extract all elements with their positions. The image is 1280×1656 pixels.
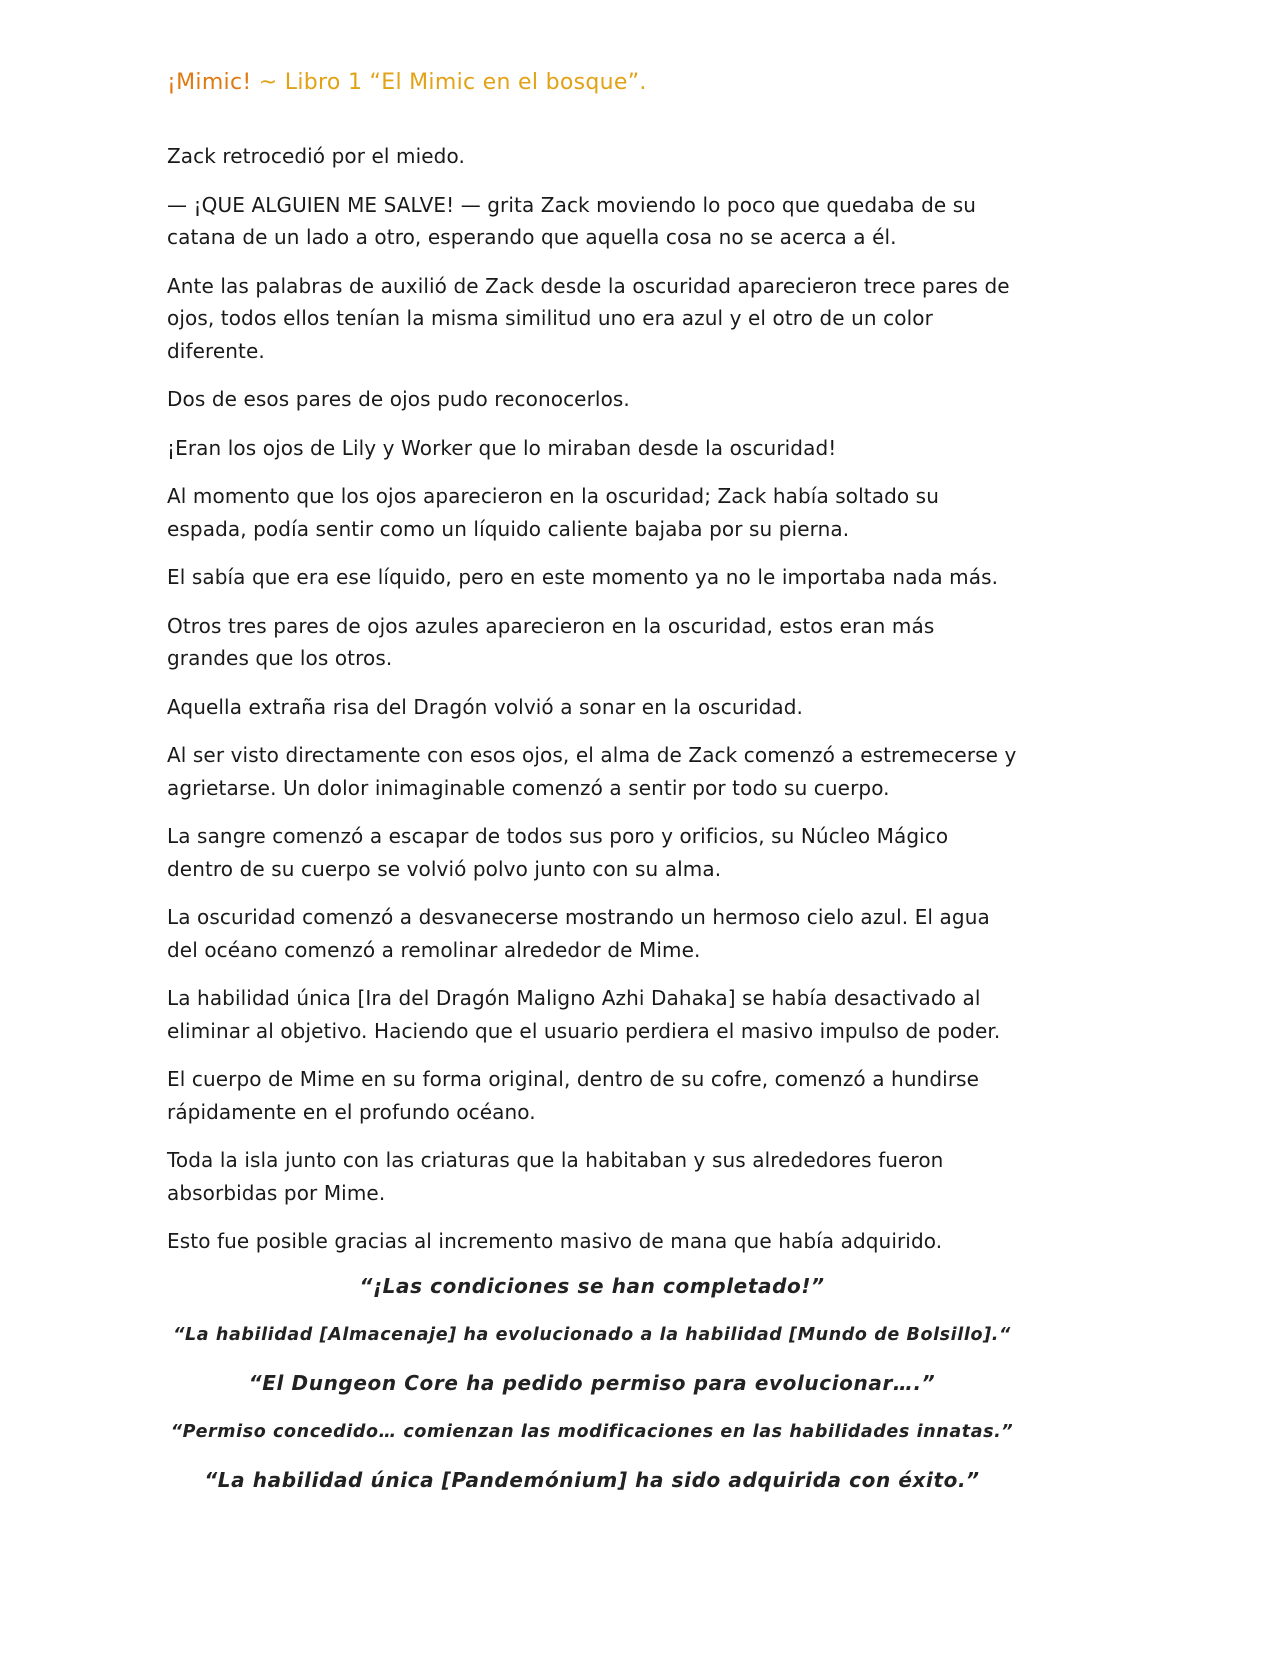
system-message: “¡Las condiciones se han completado!” bbox=[359, 1274, 825, 1298]
paragraph: Esto fue posible gracias al incremento masivo de mana que había adquirido. bbox=[167, 1229, 943, 1253]
body-text bbox=[167, 140, 1017, 1274]
paragraph: La habilidad única [Ira del Dragón Maligno Azhi Dahaka] se había desactivado al eliminar al objetivo. Haciendo que el usuario perdiera el masivo impulso de poder. bbox=[167, 986, 1001, 1043]
page-header-title bbox=[167, 70, 647, 95]
header-title-prefix: ¡Mimic! bbox=[167, 70, 252, 95]
header-title-rest: ~ Libro 1 “El Mimic en el bosque”. bbox=[251, 70, 647, 95]
paragraph: Al momento que los ojos aparecieron en la oscuridad; Zack había soltado su espada, podía sentir como un líquido caliente bajaba por su pierna. bbox=[167, 484, 939, 541]
system-message: “El Dungeon Core ha pedido permiso para evolucionar….” bbox=[248, 1371, 936, 1395]
paragraph: Aquella extraña risa del Dragón volvió a sonar en la oscuridad. bbox=[167, 694, 804, 719]
paragraph: Toda la isla junto con las criaturas que la habitaban y sus alrededores fueron absorbidas por Mime. bbox=[167, 1148, 944, 1205]
paragraph: — ¡QUE ALGUIEN ME SALVE! — grita Zack moviendo lo poco que quedaba de su catana de un lado a otro, esperando que aquella cosa no se acerca a él. bbox=[167, 192, 977, 249]
paragraph: Zack retrocedió por el miedo. bbox=[167, 144, 465, 168]
system-message: “Permiso concedido… comienzan las modificaciones en las habilidades innatas.” bbox=[170, 1421, 1014, 1442]
paragraph: El cuerpo de Mime en su forma original, dentro de su cofre, comenzó a hundirse rápidamente en el profundo océano. bbox=[167, 1067, 980, 1124]
paragraph: La oscuridad comenzó a desvanecerse mostrando un hermoso cielo azul. El agua del océano comenzó a remolinar alrededor de Mime. bbox=[167, 905, 990, 962]
paragraph: Al ser visto directamente con esos ojos, el alma de Zack comenzó a estremecerse y agrietarse. Un dolor inimaginable comenzó a sentir por todo su cuerpo. bbox=[167, 743, 1017, 800]
system-message: “La habilidad [Almacenaje] ha evolucionado a la habilidad [Mundo de Bolsillo].“ bbox=[173, 1324, 1011, 1345]
paragraph: El sabía que era ese líquido, pero en este momento ya no le importaba nada más. bbox=[167, 565, 999, 589]
paragraph: ¡Eran los ojos de Lily y Worker que lo miraban desde la oscuridad! bbox=[167, 435, 837, 460]
paragraph: La sangre comenzó a escapar de todos sus poro y orificios, su Núcleo Mágico dentro de su cuerpo se volvió polvo junto con su alma. bbox=[167, 824, 949, 881]
system-message: “La habilidad única [Pandemónium] ha sido adquirida con éxito.” bbox=[204, 1468, 980, 1492]
system-messages bbox=[167, 1270, 1017, 1513]
paragraph: Dos de esos pares de ojos pudo reconocerlos. bbox=[167, 387, 630, 411]
paragraph: Otros tres pares de ojos azules aparecieron en la oscuridad, estos eran más grandes que los otros. bbox=[167, 613, 935, 670]
paragraph: Ante las palabras de auxilió de Zack desde la oscuridad aparecieron trece pares de ojos, todos ellos tenían la misma similitud uno era azul y el otro de un color diferente. bbox=[167, 273, 1010, 363]
